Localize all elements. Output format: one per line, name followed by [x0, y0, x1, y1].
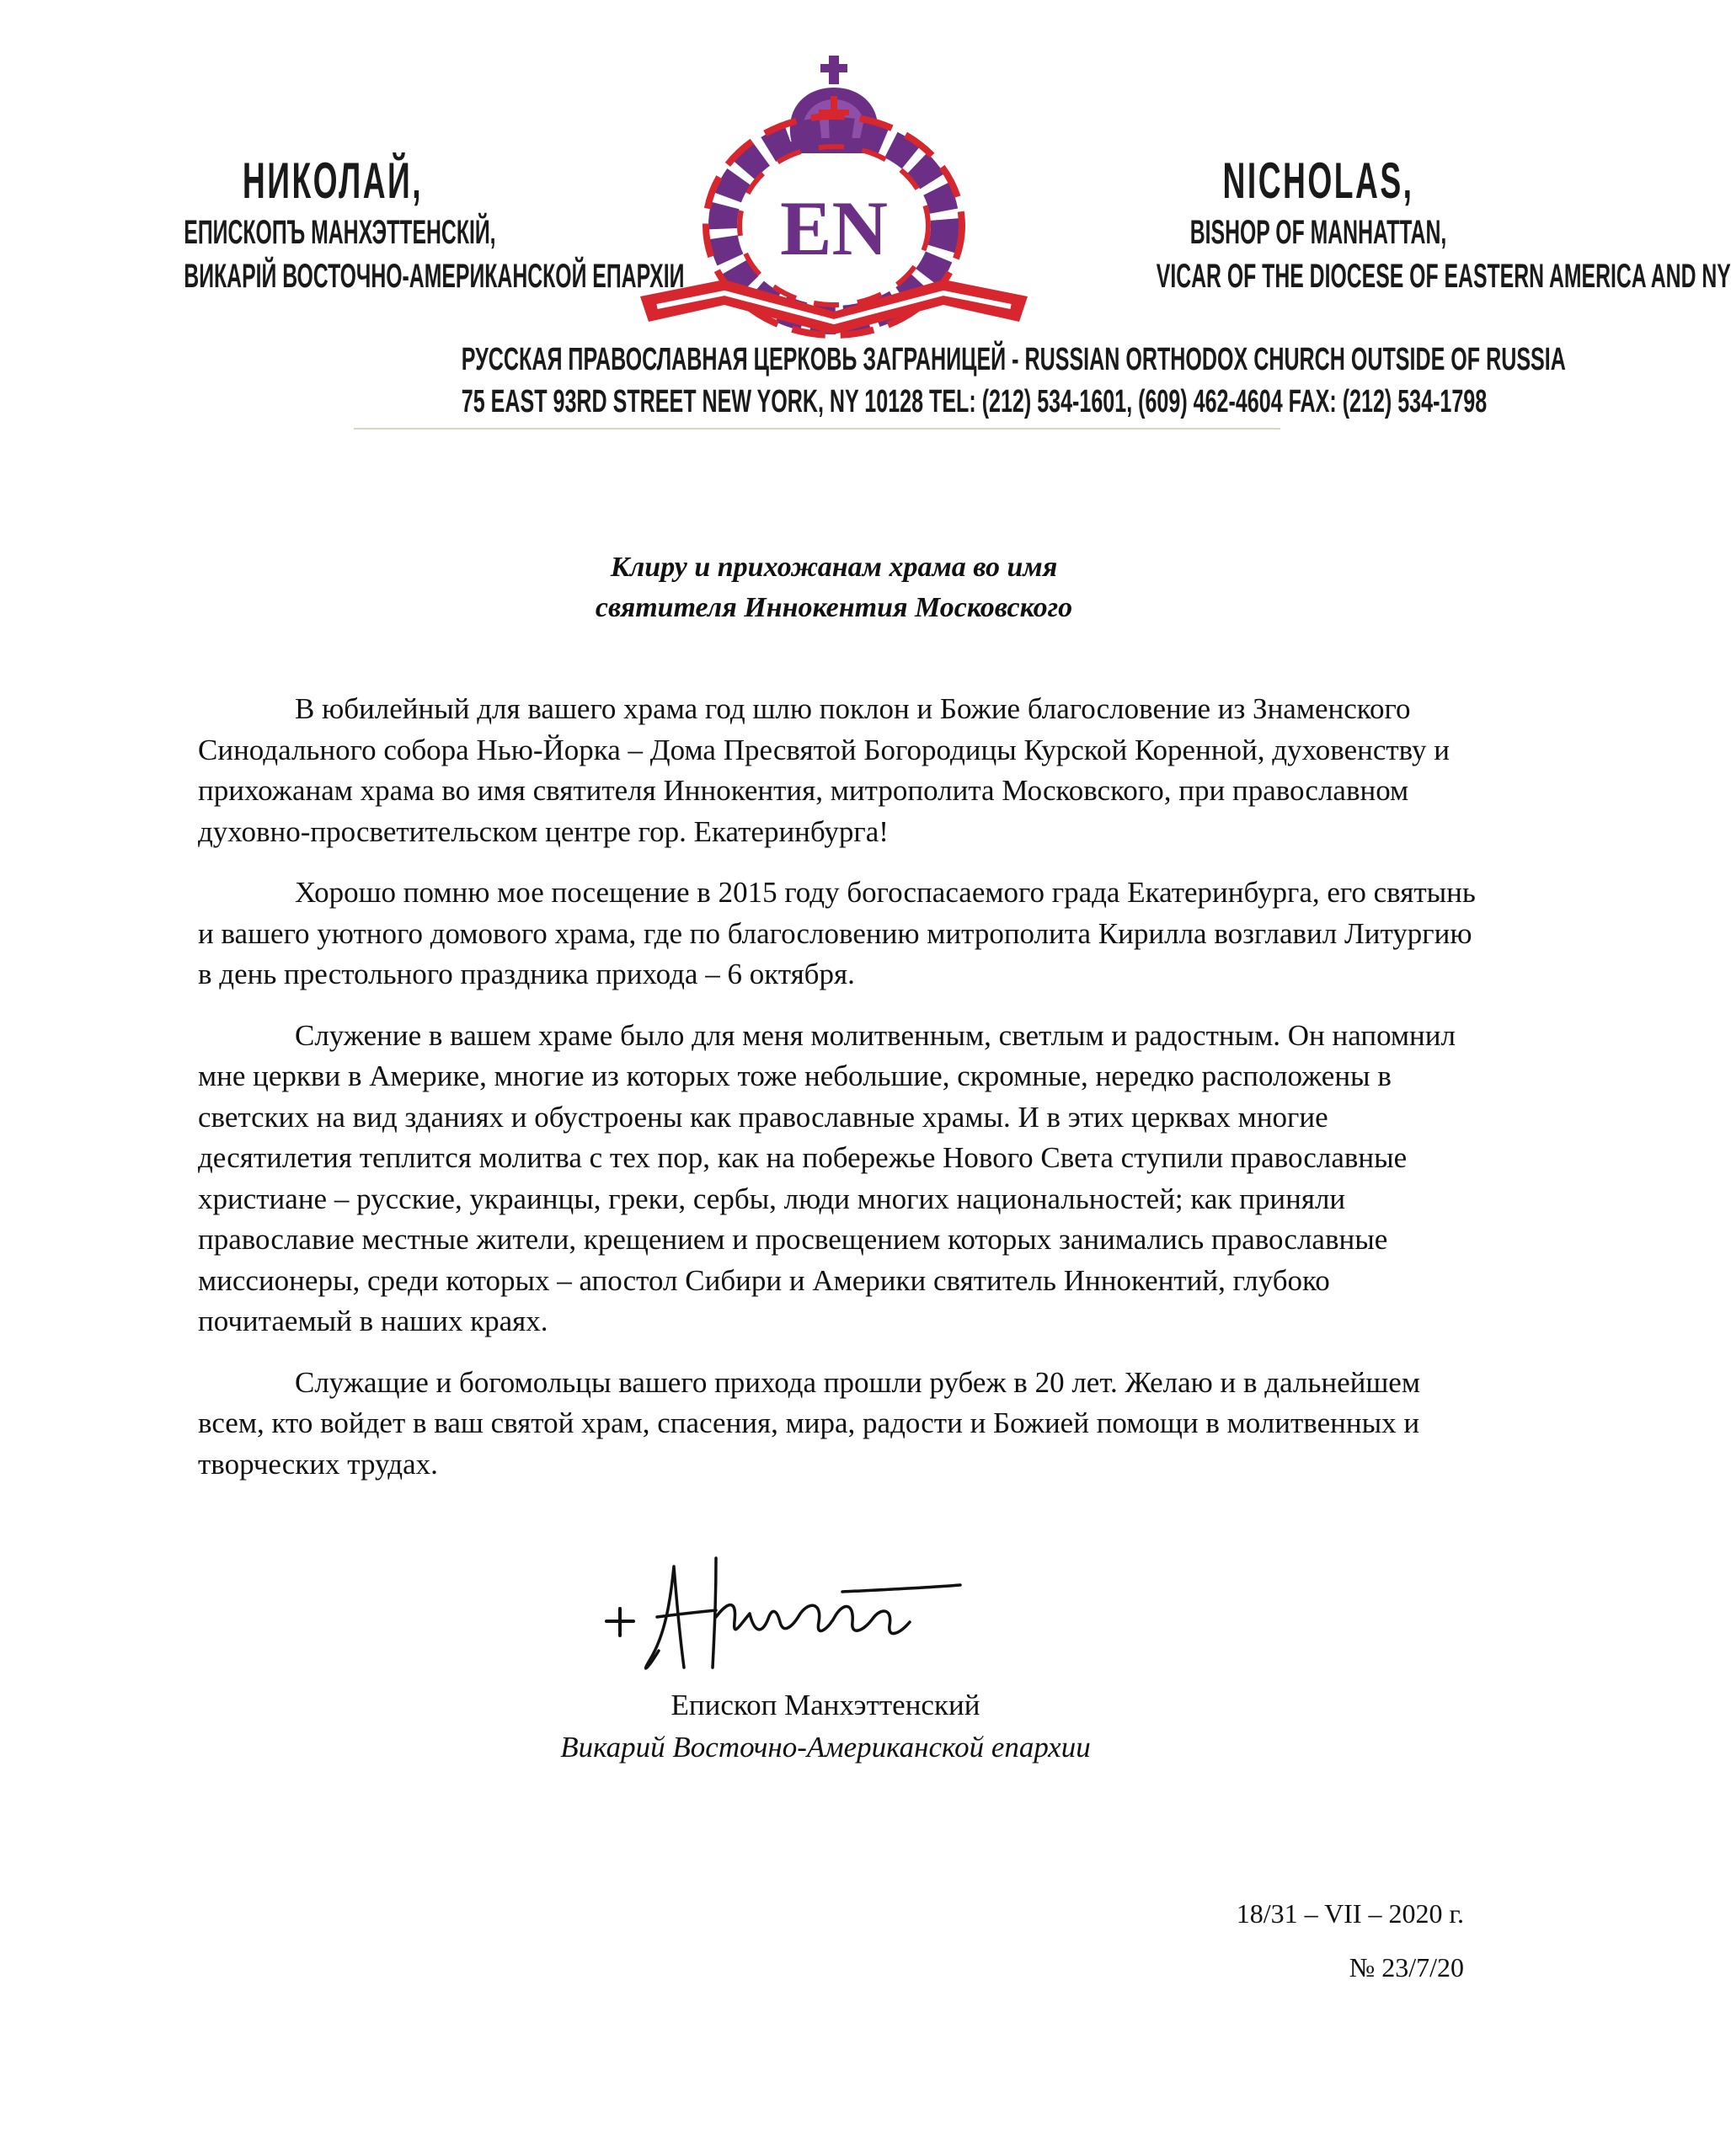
signatory-title: Епископ Манхэттенский [670, 1689, 980, 1721]
bishop-title-en: BISHOP OF MANHATTAN, [1189, 214, 1447, 251]
bishop-subtitle-ru: ВИКАРІЙ ВОСТОЧНО-АМЕРИКАНСКОЙ ЕПАРХІИ [184, 258, 685, 295]
letter-body [198, 689, 1478, 1505]
document-number: № 23/7/20 [1349, 1952, 1464, 1983]
letterhead-church-info [270, 339, 1566, 423]
addressee-heading [354, 547, 1314, 628]
paragraph: В юбилейный для вашего храма год шлю поклон и Божие благословение из Знаменского Синодального собора Нью-Йорка – Дома Пресвятой Богородицы Курской Коренной, духовенству и прихожанам храма во имя святителя Иннокентия, митрополита Московского, при православном духовно-просветительском центре гор. Екатеринбурга! [198, 692, 1450, 848]
church-address-line: 75 EAST 93RD STREET NEW YORK, NY 10128 TEL: (212) 534-1601, (609) 462-4604 FAX: (212) 534-1798 [461, 384, 1488, 419]
addressee-line-2: святителя Иннокентия Московского [595, 592, 1073, 623]
church-name-line: РУССКАЯ ПРАВОСЛАВНАЯ ЦЕРКОВЬ ЗАГРАНИЦЕЙ - RUSSIAN ORTHODOX CHURCH OUTSIDE OF RUSSIA [461, 342, 1566, 377]
episcopal-crest-logo [623, 44, 1044, 339]
bishop-name-ru: НИКОЛАЙ, [242, 152, 424, 209]
paragraph: Хорошо помню мое посещение в 2015 году богоспасаемого града Екатеринбурга, его святынь и вашего уютного домового храма, где по благословению митрополита Кирилла возглавил Литургию в день престольного праздника прихода – 6 октября. [198, 876, 1476, 990]
bishop-title-ru: ЕПИСКОПЪ МАНХЭТТЕНСКІЙ, [184, 214, 496, 251]
addressee-line-1: Клиру и прихожанам храма во имя [610, 552, 1058, 583]
signatory-subtitle: Викарий Восточно-Американской епархии [560, 1731, 1091, 1764]
letterhead-left [93, 152, 685, 298]
letter-date: 18/31 – VII – 2020 г. [1236, 1898, 1464, 1929]
crest-monogram: EN [780, 185, 888, 271]
handwritten-signature [590, 1541, 977, 1684]
paragraph: Служащие и богомольцы вашего прихода прошли рубеж в 20 лет. Желаю и в дальнейшем всем, кто войдет в ваш святой храм, спасения, мира, радости и Божией помощи в молитвенных и творческих трудах. [198, 1365, 1420, 1481]
letterhead-divider [354, 428, 1280, 430]
letterhead-right [1057, 152, 1731, 298]
paragraph: Служение в вашем храме было для меня молитвенным, светлым и радостным. Он напомнил мне церкви в Америке, многие из которых тоже небольшие, скромные, нередко расположены в светских на вид зданиях и обустроены как православные храмы. И в этих церквах многие десятилетия теплится молитва с тех пор, как на побережье Нового Света ступили православные христиане – русские, украинцы, греки, сербы, люди многих национальностей; как приняли православие местные жители, крещением и просвещением которых занимались православные миссионеры, среди которых – апостол Сибири и Америки святитель Иннокентий, глубоко почитаемый в наших краях. [198, 1018, 1456, 1337]
bishop-name-en: NICHOLAS, [1222, 152, 1414, 209]
bishop-subtitle-en: VICAR OF THE DIOCESE OF EASTERN AMERICA AND NY [1156, 258, 1731, 295]
